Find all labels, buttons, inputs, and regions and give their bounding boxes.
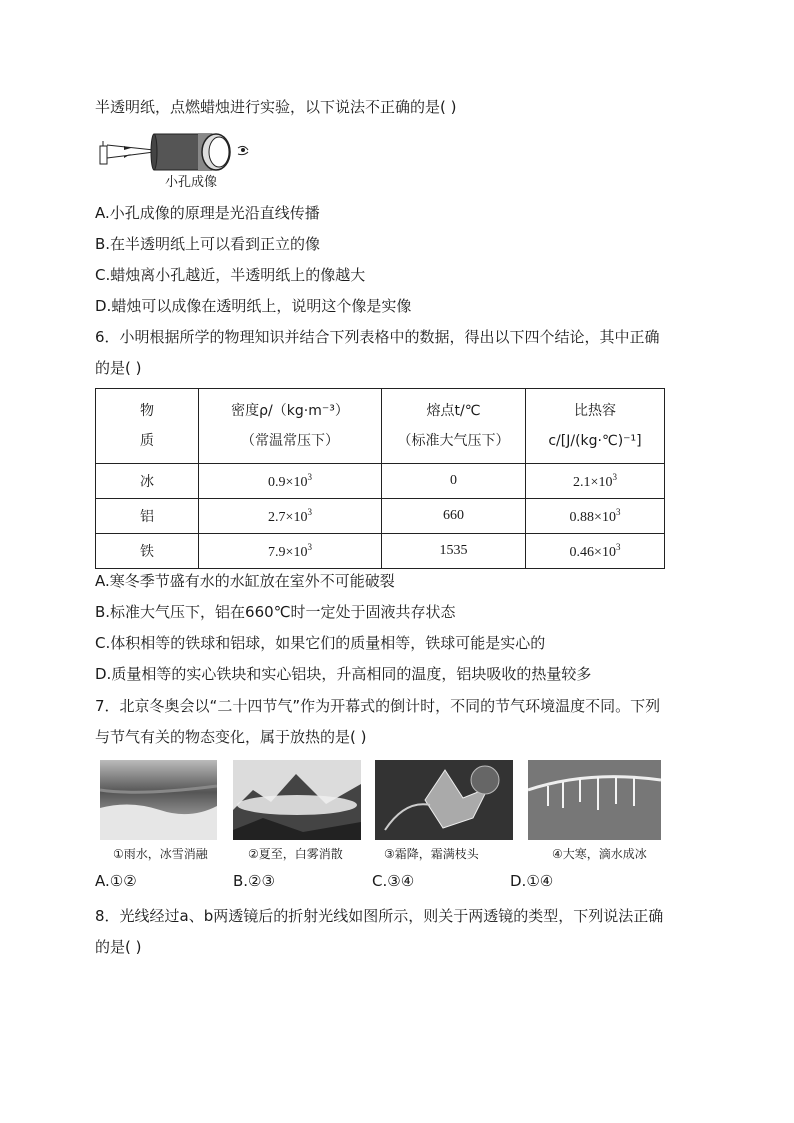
q7-option-b: B.②③: [233, 872, 275, 890]
table-row: 铁 $7.9\times 10^3$ 1535 $0.46\times 10^3$: [96, 534, 665, 569]
table-header-density: 密度ρ/（kg·m⁻³） （常温常压下）: [199, 389, 382, 464]
q5-option-b: B.在半透明纸上可以看到正立的像: [95, 235, 321, 253]
photo-caption-3: ③霜降，霜满枝头: [384, 847, 479, 861]
table-header-melting-point: 熔点t/℃ （标准大气压下）: [382, 389, 526, 464]
photo-icicles: [528, 760, 661, 840]
q7-option-c: C.③④: [372, 872, 415, 890]
photo-frost-leaves: [375, 760, 513, 840]
photo-caption-2: ②夏至，白雾消散: [248, 847, 343, 861]
q8-stem-line2: 的是( ): [95, 938, 142, 956]
q5-stem: 半透明纸，点燃蜡烛进行实验，以下说法不正确的是( ): [95, 98, 457, 116]
table-header-specific-heat: 比热容 c/[J/(kg·℃)⁻¹]: [526, 389, 665, 464]
photo-ice-melting: [100, 760, 217, 840]
table-row: 冰 $0.9\times 10^3$ 0 $2.1\times 10^3$: [96, 464, 665, 499]
q5-option-a: A.小孔成像的原理是光沿直线传播: [95, 204, 320, 222]
q7-option-a: A.①②: [95, 872, 137, 890]
photo-caption-4: ④大寒，滴水成冰: [552, 847, 647, 861]
figure-caption: 小孔成像: [165, 175, 218, 190]
material-data-table: [95, 388, 665, 569]
q6-option-a: A.寒冬季节盛有水的水缸放在室外不可能破裂: [95, 572, 395, 590]
photo-mist-mountain: [233, 760, 361, 840]
table-row: 铝 $2.7\times 10^3$ 660 $0.88\times 10^3$: [96, 499, 665, 534]
q8-stem-line1: 8．光线经过a、b两透镜后的折射光线如图所示，则关于两透镜的类型，下列说法正确: [95, 907, 664, 925]
table-header-substance: 物 质: [96, 389, 199, 464]
q6-option-c: C.体积相等的铁球和铝球，如果它们的质量相等，铁球可能是实心的: [95, 634, 546, 652]
q6-option-d: D.质量相等的实心铁块和实心铝块，升高相同的温度，铝块吸收的热量较多: [95, 665, 592, 683]
q6-stem-line1: 6．小明根据所学的物理知识并结合下列表格中的数据，得出以下四个结论，其中正确: [95, 328, 660, 346]
q7-stem-line1: 7．北京冬奥会以“二十四节气”作为开幕式的倒计时，不同的节气环境温度不同。下列: [95, 697, 661, 715]
q7-option-d: D.①④: [510, 872, 554, 890]
q5-option-c: C.蜡烛离小孔越近，半透明纸上的像越大: [95, 266, 366, 284]
q7-stem-line2: 与节气有关的物态变化，属于放热的是( ): [95, 728, 367, 746]
pinhole-camera-figure: [98, 128, 263, 173]
photo-caption-1: ①雨水，冰雪消融: [113, 847, 208, 861]
q6-option-b: B.标准大气压下，铝在660℃时一定处于固液共存状态: [95, 603, 456, 621]
q6-stem-line2: 的是( ): [95, 359, 142, 377]
q5-option-d: D.蜡烛可以成像在透明纸上，说明这个像是实像: [95, 297, 412, 315]
